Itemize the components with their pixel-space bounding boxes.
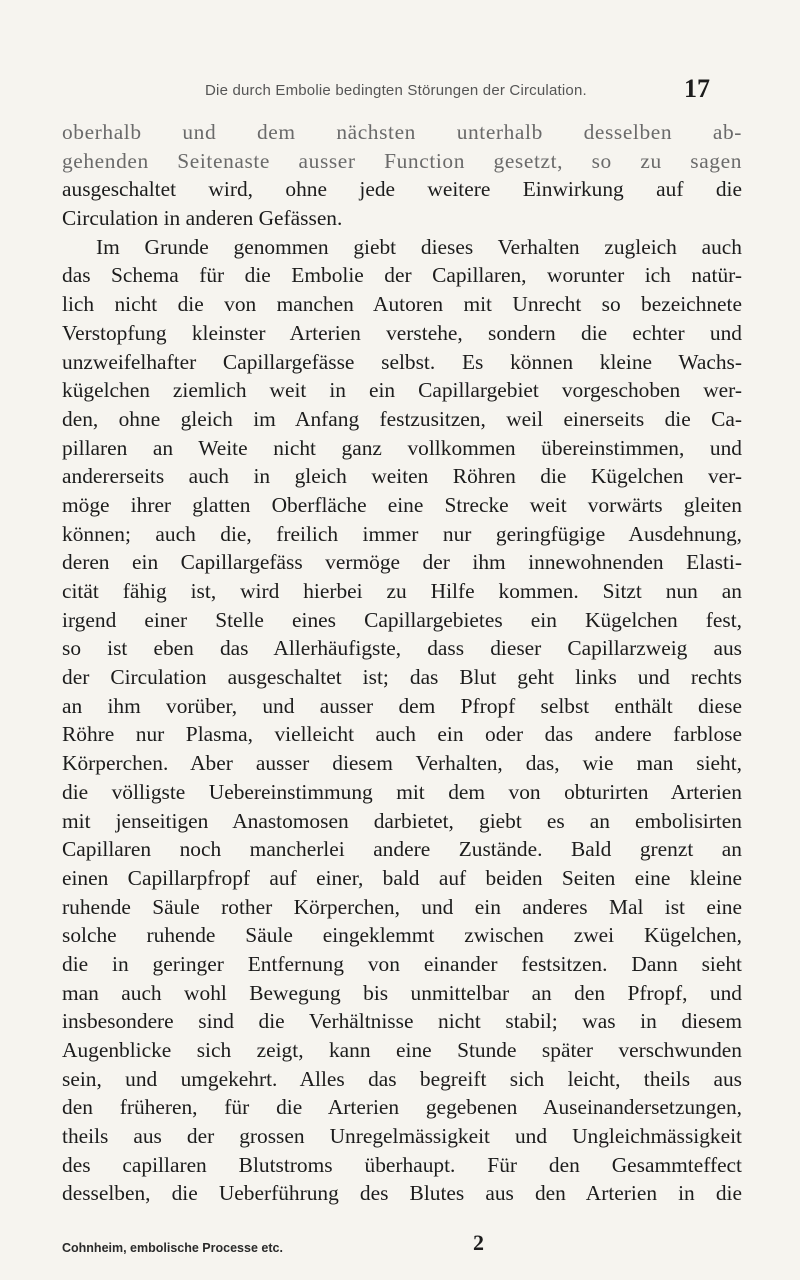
text-line: irgend einer Stelle eines Capillargebietes ein Kügelchen fest, — [62, 607, 742, 632]
text-line: möge ihrer glatten Oberfläche eine Strecke weit vorwärts gleiten — [62, 492, 742, 517]
text-line: cität fähig ist, wird hierbei zu Hilfe kommen. Sitzt nun an — [62, 579, 742, 603]
text-line: ruhende Säule rother Körperchen, und ein anderes Mal ist eine — [62, 894, 742, 919]
text-line: einen Capillarpfropf auf einer, bald auf beiden Seiten eine kleine — [62, 865, 742, 890]
text-line: Verstopfung kleinster Arterien verstehe, sondern die echter und — [62, 320, 742, 345]
text-line: Im Grunde genommen giebt dieses Verhalten zugleich auch — [96, 234, 742, 259]
text-line: an ihm vorüber, und ausser dem Pfropf selbst enthält diese — [62, 693, 742, 718]
text-line: Körperchen. Aber ausser diesem Verhalten, das, wie man sieht, — [62, 751, 742, 776]
page-number: 17 — [684, 74, 710, 103]
text-line: unzweifelhafter Capillargefässe selbst. Es können kleine Wachs- — [62, 349, 742, 374]
text-line: andererseits auch in gleich weiten Röhren die Kügelchen ver- — [62, 464, 742, 489]
text-line: so ist eben das Allerhäufigste, dass dieser Capillarzweig aus — [62, 636, 742, 661]
signature-mark: 2 — [473, 1230, 484, 1255]
text-line: solche ruhende Säule eingeklemmt zwischen zwei Kügelchen, — [62, 923, 742, 948]
running-title: Die durch Embolie bedingten Störungen der Circulation. — [205, 82, 587, 99]
text-line: Röhre nur Plasma, vielleicht auch ein oder das andere farblose — [62, 722, 742, 747]
text-line: der Circulation ausgeschaltet ist; das Blut geht links und rechts — [62, 665, 742, 690]
text-line: des capillaren Blutstroms überhaupt. Für den Gesammteffect — [62, 1152, 742, 1177]
text-line: Augenblicke sich zeigt, kann eine Stunde später verschwunden — [62, 1038, 742, 1062]
printer-signature: Cohnheim, embolische Processe etc. — [62, 1241, 283, 1255]
text-line: sein, und umgekehrt. Alles das begreift sich leicht, theils aus — [62, 1066, 742, 1091]
text-line: insbesondere sind die Verhältnisse nicht stabil; was in diesem — [62, 1009, 742, 1034]
text-line: desselben, die Ueberführung des Blutes aus den Arterien in die — [62, 1181, 742, 1206]
text-line: man auch wohl Bewegung bis unmittelbar an den Pfropf, und — [62, 980, 742, 1005]
text-line: kügelchen ziemlich weit in ein Capillargebiet vorgeschoben wer- — [62, 378, 742, 403]
text-line: ausgeschaltet wird, ohne jede weitere Einwirkung auf die — [62, 177, 742, 202]
text-line: das Schema für die Embolie der Capillaren, worunter ich natür- — [62, 263, 742, 288]
text-line: die völligste Uebereinstimmung mit dem von obturirten Arterien — [62, 779, 742, 804]
text-line: pillaren an Weite nicht ganz vollkommen übereinstimmen, und — [62, 435, 742, 460]
text-line: Circulation in anderen Gefässen. — [62, 206, 343, 231]
text-line: gehenden Seitenaste ausser Function gesetzt, so zu sagen — [62, 148, 742, 173]
running-head — [0, 74, 800, 104]
text-line: den früheren, für die Arterien gegebenen Auseinandersetzungen, — [62, 1095, 742, 1120]
text-line: deren ein Capillargefäss vermöge der ihm innewohnenden Elasti- — [62, 550, 742, 575]
text-line: theils aus der grossen Unregelmässigkeit und Ungleichmässigkeit — [62, 1124, 742, 1149]
text-line: den, ohne gleich im Anfang festzusitzen, weil einerseits die Ca- — [62, 406, 742, 431]
text-line: oberhalb und dem nächsten unterhalb desselben ab- — [62, 120, 742, 144]
text-line: mit jenseitigen Anastomosen darbietet, giebt es an embolisirten — [62, 808, 742, 833]
text-line: können; auch die, freilich immer nur geringfügige Ausdehnung, — [62, 521, 742, 546]
text-line: lich nicht die von manchen Autoren mit Unrecht so bezeichnete — [62, 292, 742, 317]
text-line: die in geringer Entfernung von einander festsitzen. Dann sieht — [62, 951, 742, 976]
text-line: Capillaren noch mancherlei andere Zustände. Bald grenzt an — [62, 837, 742, 862]
body-text — [62, 118, 742, 1208]
